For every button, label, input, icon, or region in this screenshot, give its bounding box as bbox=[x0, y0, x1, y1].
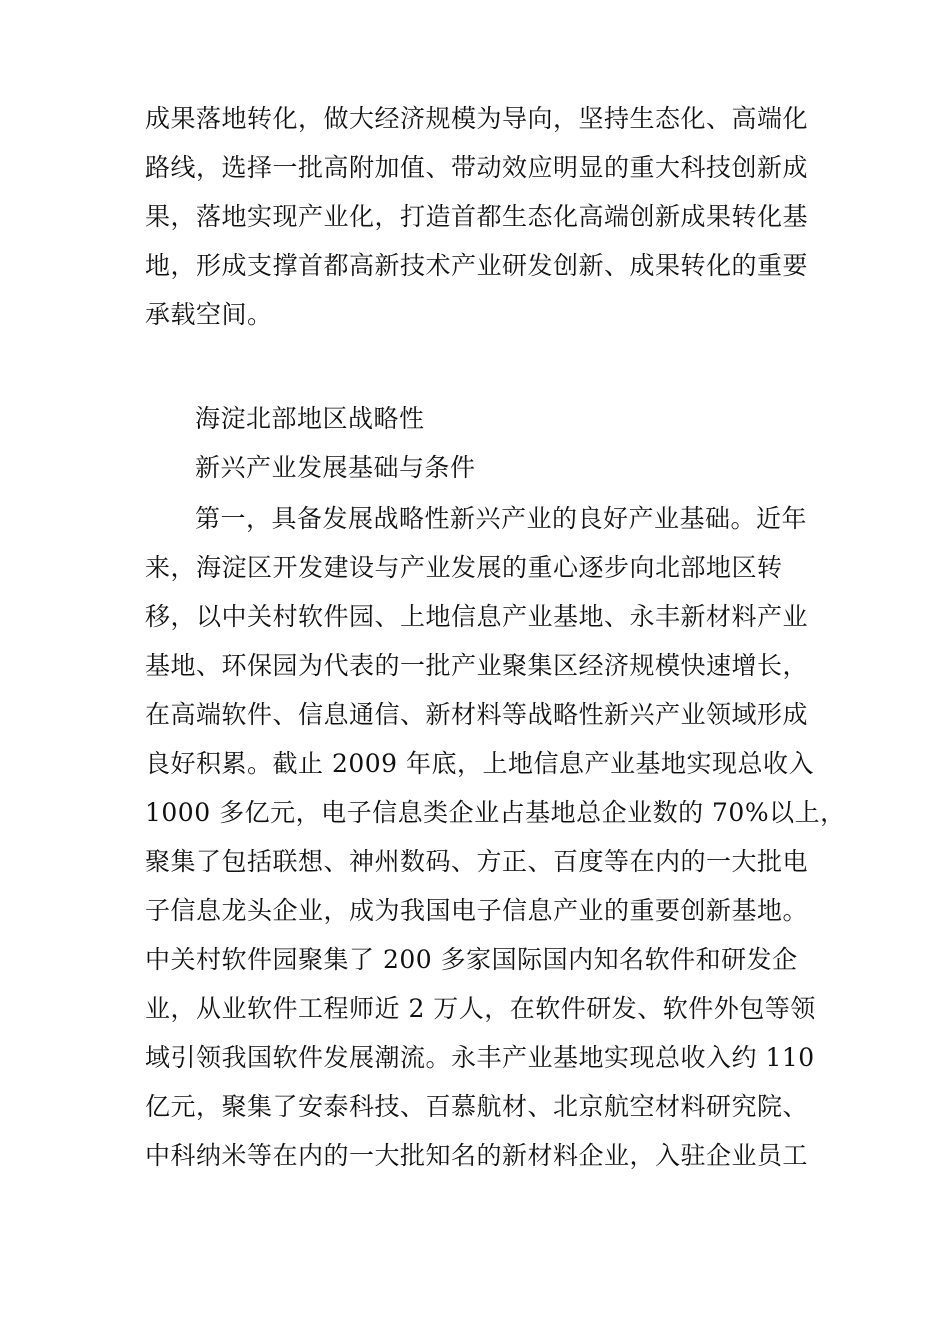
paragraph-line: 良好积累。截止 2009 年底，上地信息产业基地实现总收入 bbox=[145, 749, 815, 778]
paragraph-line: 基地、环保园为代表的一批产业聚集区经济规模快速增长， bbox=[145, 651, 809, 680]
heading-line: 海淀北部地区战略性 bbox=[195, 404, 425, 433]
paragraph-line: 移，以中关村软件园、上地信息产业基地、永丰新材料产业 bbox=[145, 602, 809, 631]
paragraph-line: 聚集了包括联想、神州数码、方正、百度等在内的一大批电 bbox=[145, 847, 809, 876]
paragraph-line: 中关村软件园聚集了 200 多家国际国内知名软件和研发企 bbox=[145, 945, 798, 974]
paragraph-line: 1000 多亿元，电子信息类企业占基地总企业数的 70%以上， bbox=[145, 798, 846, 827]
heading-line: 新兴产业发展基础与条件 bbox=[195, 453, 476, 482]
paragraph-line: 来，海淀区开发建设与产业发展的重心逐步向北部地区转 bbox=[145, 553, 783, 582]
paragraph-line: 果，落地实现产业化，打造首都生态化高端创新成果转化基 bbox=[145, 202, 809, 231]
paragraph-line: 在高端软件、信息通信、新材料等战略性新兴产业领域形成 bbox=[145, 700, 809, 729]
paragraph-line: 地，形成支撑首都高新技术产业研发创新、成果转化的重要 bbox=[145, 251, 809, 280]
paragraph-line: 子信息龙头企业，成为我国电子信息产业的重要创新基地。 bbox=[145, 896, 809, 925]
paragraph-line: 第一，具备发展战略性新兴产业的良好产业基础。近年 bbox=[195, 504, 808, 533]
section-heading bbox=[145, 394, 810, 492]
paragraph-line: 业，从业软件工程师近 2 万人，在软件研发、软件外包等领 bbox=[145, 994, 816, 1023]
paragraph-line: 路线，选择一批高附加值、带动效应明显的重大科技创新成 bbox=[145, 153, 809, 182]
paragraph-line: 承载空间。 bbox=[145, 300, 273, 329]
paragraph-line: 亿元，聚集了安泰科技、百慕航材、北京航空材料研究院、 bbox=[145, 1092, 809, 1121]
paragraph-line: 中科纳米等在内的一大批知名的新材料企业，入驻企业员工 bbox=[145, 1141, 809, 1170]
paragraph-line: 域引领我国软件发展潮流。永丰产业基地实现总收入约 110 bbox=[145, 1043, 815, 1072]
paragraph-continued bbox=[145, 94, 810, 339]
paragraph-line: 成果落地转化，做大经济规模为导向，坚持生态化、高端化 bbox=[145, 104, 809, 133]
paragraph-first-point bbox=[145, 494, 846, 1180]
